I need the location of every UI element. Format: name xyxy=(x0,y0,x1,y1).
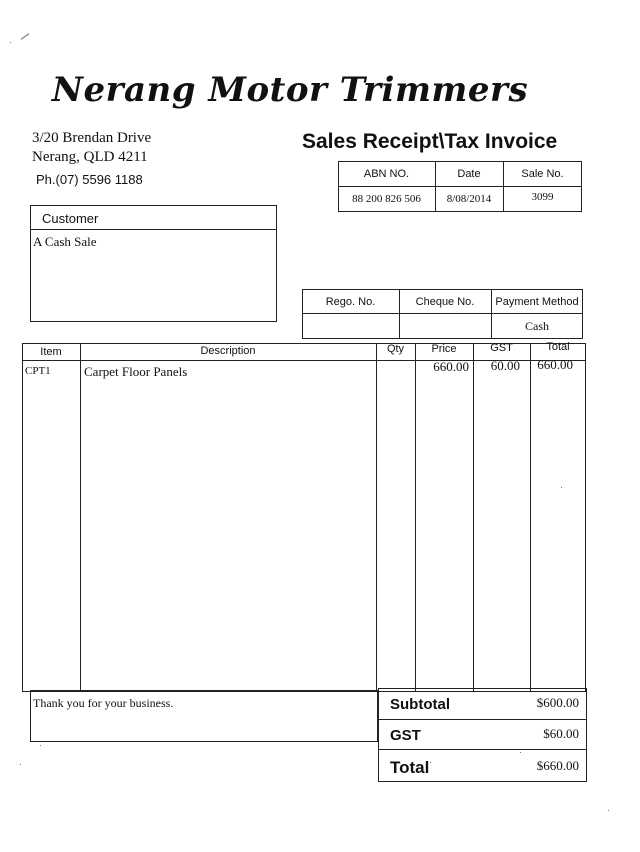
qty-header: Qty xyxy=(386,343,405,355)
scan-speck xyxy=(40,745,41,746)
sale-no-header: Sale No. xyxy=(521,168,564,180)
items-table xyxy=(22,343,586,692)
total-header: Total xyxy=(546,341,570,353)
item-price: 660.00 xyxy=(433,359,469,374)
date-value: 8/08/2014 xyxy=(446,193,492,205)
subtotal-label: Subtotal xyxy=(390,696,450,713)
rego-header: Rego. No. xyxy=(325,295,376,308)
date-header: Date xyxy=(457,168,481,180)
scan-speck xyxy=(608,810,609,811)
abn-value: 88 200 826 506 xyxy=(352,193,421,205)
items-col-divider xyxy=(530,343,531,692)
item-description: Carpet Floor Panels xyxy=(84,364,188,379)
cheque-value xyxy=(399,314,491,338)
item-header: Item xyxy=(40,346,62,358)
cheque-header: Cheque No. xyxy=(415,295,475,308)
payment-method-header: Payment Method xyxy=(495,295,579,308)
document-title: Sales Receipt\Tax Invoice xyxy=(302,130,558,153)
phone-number: Ph.(07) 5596 1188 xyxy=(36,172,143,187)
gst-label: GST xyxy=(390,727,421,744)
items-col-divider xyxy=(80,343,81,692)
payment-method-value: Cash xyxy=(525,318,549,333)
items-col-divider xyxy=(376,343,377,692)
item-code: CPT1 xyxy=(25,365,51,377)
totals-divider xyxy=(378,749,587,750)
customer-value: A Cash Sale xyxy=(33,234,97,249)
gst-header: GST xyxy=(490,342,513,354)
address-line-2: Nerang, QLD 4211 xyxy=(32,149,148,165)
item-total: 660.00 xyxy=(537,357,573,372)
scan-speck xyxy=(561,487,562,488)
customer-label: Customer xyxy=(42,211,99,226)
scan-speck xyxy=(520,752,521,753)
total-label: Total xyxy=(390,758,430,777)
subtotal-value: $600.00 xyxy=(536,695,579,710)
description-header: Description xyxy=(200,345,256,357)
gst-value: $60.00 xyxy=(543,726,579,741)
items-col-divider xyxy=(473,343,474,692)
scan-speck xyxy=(10,42,11,43)
scan-speck xyxy=(20,764,21,765)
scan-mark xyxy=(21,33,30,40)
items-col-divider xyxy=(415,343,416,692)
address-line-1: 3/20 Brendan Drive xyxy=(32,130,152,146)
price-header: Price xyxy=(431,343,457,355)
sale-no-value: 3099 xyxy=(531,191,554,203)
totals-divider xyxy=(378,719,587,720)
customer-divider xyxy=(30,229,277,230)
item-gst: 60.00 xyxy=(490,358,520,373)
scan-speck xyxy=(430,762,431,763)
abn-header: ABN NO. xyxy=(363,168,410,180)
total-value: $660.00 xyxy=(536,758,579,773)
rego-value xyxy=(302,314,399,338)
footer-message: Thank you for your business. xyxy=(33,696,174,710)
business-name: Nerang Motor Trimmers xyxy=(51,70,529,110)
